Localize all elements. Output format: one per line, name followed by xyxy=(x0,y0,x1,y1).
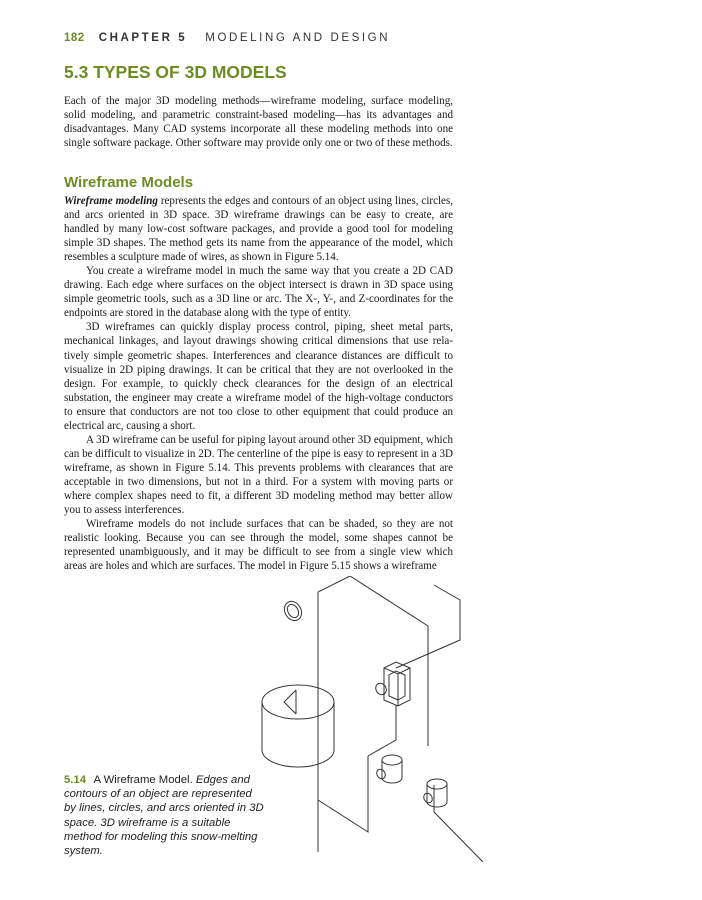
body-text xyxy=(64,194,453,573)
tank-top xyxy=(262,685,334,719)
page-number: 182 xyxy=(64,32,85,44)
chapter-label: CHAPTER 5 xyxy=(98,32,188,44)
pipe-top-right xyxy=(350,576,428,746)
paragraph-3: 3D wireframes can quickly display process control, piping, sheet metal parts, mechanical linkages, and layout drawings showing critical dimensions that use relatively simple geometric shapes. Interferences and clearance distances are difficult to visualize in 2D piping drawings. It can be critical that they are not overlooked in the design. For example, to quickly check clearances for the design of an electrical substation, the engineer may create a wireframe model of the high-voltage conductors to ensure that conductors are not too close to other equipment that could produce an electrical arc, causing a short. xyxy=(64,321,453,432)
tank-inner-mark xyxy=(284,690,296,714)
paragraph-1-text: represents the edges and contours of an object using lines, circles, and arcs oriented in 3D space. 3D wireframe drawings can be easy to create, are handled by many low-cost software packages, and provide a good tool for modeling simple 3D shapes. The method gets its name from the appearance of the model, which resembles a sculpture made of wires, as shown in Figure 5.14. xyxy=(64,195,454,264)
pipe-loop-bottom xyxy=(318,756,368,832)
valve-1-bottom xyxy=(382,778,402,783)
pipe-lower-right xyxy=(434,785,483,862)
intro-paragraph: Each of the major 3D modeling methods—wireframe modeling, surface modeling, solid modeling, and parametric constraint-based modeling—has its advantages and disadvantages. Many CAD systems incorporate all these modeling methods into one single software package. Other software may provide only one or two of these methods. xyxy=(64,95,453,150)
section-title: 5.3 TYPES OF 3D MODELS xyxy=(64,62,287,82)
box-unit-fitting xyxy=(374,681,389,696)
valve-1-fitting xyxy=(375,768,387,781)
subsection-title: Wireframe Models xyxy=(64,174,194,191)
valve-2-fitting xyxy=(422,792,434,805)
figure-caption-text: Edges and contours of an object are represented by lines, circles, and arcs oriented in 3D space. 3D wireframe is a suitable method for modeling this snow-melting system. xyxy=(64,774,264,858)
paragraph-5: Wireframe models do not include surfaces that can be shaded, so they are not realistic looking. Because you can see through the model, some shapes cannot be represented unambiguously, and it may be difficult to see from a single view which areas are holes and which are surfaces. The model in Figure 5.15 shows a wireframe xyxy=(64,518,453,573)
figure-title: A Wireframe Model. xyxy=(93,774,193,786)
key-term: Wireframe modeling xyxy=(64,195,158,207)
chapter-title: MODELING AND DESIGN xyxy=(205,32,391,44)
figure-wireframe-model xyxy=(260,576,490,866)
figure-caption xyxy=(64,773,264,858)
pipe-branch xyxy=(368,740,396,756)
valve-2-top xyxy=(427,779,447,789)
tank-bottom xyxy=(262,750,334,767)
paragraph-2: You create a wireframe model in much the same way that you create a 2D CAD drawing. Each edge where surfaces on the object intersect is drawn in 3D space using simple geometric tools, such as a 3D line or arc. The X-, Y-, and Z-coordinates for the endpoints are stored in the database along with the type of entity. xyxy=(64,265,453,320)
paragraph-1 xyxy=(64,194,453,264)
box-unit-inner xyxy=(389,671,405,700)
valve-1-top xyxy=(382,755,402,765)
intro-paragraph-block xyxy=(64,94,453,150)
ring-valve-outer xyxy=(281,598,305,623)
paragraph-4: A 3D wireframe can be useful for piping layout around other 3D equipment, which can be difficult to visualize in 2D. The centerline of the pipe is easy to represent in a 3D wireframe, as shown in Figure 5.14. This prevents problems with clearances that are acceptable in two dimensions, but not in a third. For a system with moving parts or where complex shapes need to fit, a different 3D modeling method may better allow you to assess interferences. xyxy=(64,433,453,517)
figure-number: 5.14 xyxy=(64,774,86,786)
running-head xyxy=(64,32,390,44)
pipe-top-left xyxy=(318,576,350,632)
wireframe-illustration xyxy=(260,576,490,866)
